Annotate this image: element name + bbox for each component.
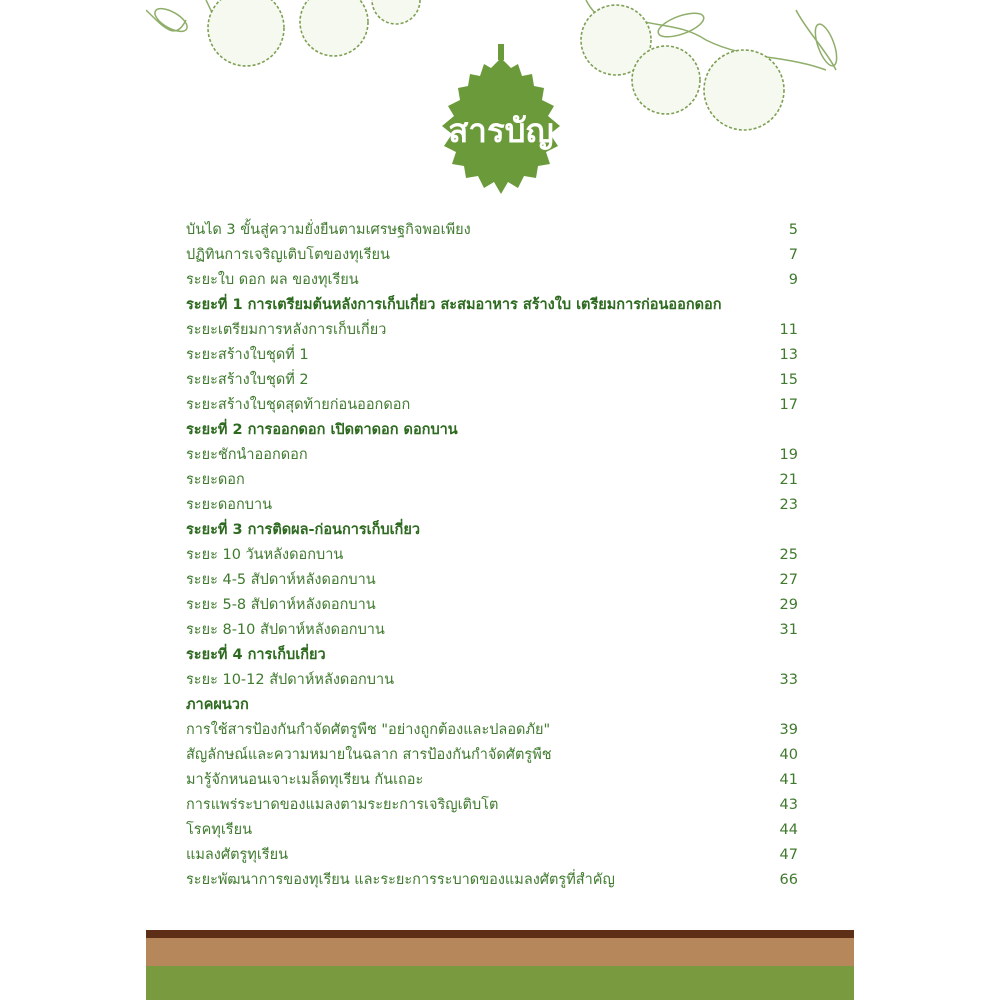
toc-entry-label: ระยะดอกบาน <box>186 497 273 513</box>
toc-entry[interactable] <box>186 443 798 468</box>
toc-entry-label: การแพร่ระบาดของแมลงตามระยะการเจริญเติบโต <box>186 797 499 813</box>
toc-entry-label: ระยะที่ 3 การติดผล-ก่อนการเก็บเกี่ยว <box>186 522 420 538</box>
toc-entry-label: ระยะชักนำออกดอก <box>186 447 308 463</box>
toc-page-number: 44 <box>779 822 798 838</box>
toc-entry-label: ระยะพัฒนาการของทุเรียน และระยะการระบาดของแมลงศัตรูที่สำคัญ <box>186 872 615 888</box>
toc-entry-label: ระยะ 8-10 สัปดาห์หลังดอกบาน <box>186 622 385 638</box>
grass-band <box>146 966 854 1000</box>
toc-page-number: 13 <box>779 347 798 363</box>
toc-page-number: 41 <box>779 772 798 788</box>
toc-entry-label: ระยะที่ 2 การออกดอก เปิดตาดอก ดอกบาน <box>186 422 458 438</box>
toc-entry[interactable] <box>186 318 798 343</box>
toc-entry-label: แมลงศัตรูทุเรียน <box>186 847 288 863</box>
toc-section-heading[interactable] <box>186 518 798 543</box>
toc-section-heading[interactable] <box>186 693 798 718</box>
toc-page-number: 17 <box>779 397 798 413</box>
toc-entry[interactable] <box>186 343 798 368</box>
toc-entry[interactable] <box>186 593 798 618</box>
toc-entry-label: ระยะสร้างใบชุดที่ 1 <box>186 347 309 363</box>
toc-page-number: 27 <box>779 572 798 588</box>
toc-entry[interactable] <box>186 868 798 893</box>
toc-entry-label: ระยะ 10-12 สัปดาห์หลังดอกบาน <box>186 672 395 688</box>
toc-entry-label: ระยะใบ ดอก ผล ของทุเรียน <box>186 272 359 288</box>
toc-entry-label: ระยะ 5-8 สัปดาห์หลังดอกบาน <box>186 597 376 613</box>
toc-entry[interactable] <box>186 568 798 593</box>
toc-page-number: 23 <box>779 497 798 513</box>
toc-entry-label: สัญลักษณ์และความหมายในฉลาก สารป้องกันกำจัดศัตรูพืช <box>186 747 552 763</box>
toc-section-heading[interactable] <box>186 418 798 443</box>
toc-entry-label: ระยะที่ 4 การเก็บเกี่ยว <box>186 647 326 663</box>
toc-entry-label: ระยะเตรียมการหลังการเก็บเกี่ยว <box>186 322 387 338</box>
title-badge <box>436 42 566 202</box>
page-title: สารบัญ <box>448 111 554 150</box>
toc-entry[interactable] <box>186 393 798 418</box>
toc-entry[interactable] <box>186 493 798 518</box>
toc-page-number: 25 <box>779 547 798 563</box>
toc-entry-label: ปฏิทินการเจริญเติบโตของทุเรียน <box>186 247 390 263</box>
toc-entry-label: โรคทุเรียน <box>186 822 252 838</box>
toc-page-number: 11 <box>779 322 798 338</box>
toc-entry-label: ระยะสร้างใบชุดที่ 2 <box>186 372 309 388</box>
toc-entry[interactable] <box>186 218 798 243</box>
toc-page-number: 40 <box>779 747 798 763</box>
toc-entry[interactable] <box>186 368 798 393</box>
toc-page-number: 19 <box>779 447 798 463</box>
table-of-contents <box>186 218 798 893</box>
toc-page-number: 29 <box>779 597 798 613</box>
toc-entry-label: ระยะ 10 วันหลังดอกบาน <box>186 547 344 563</box>
toc-entry[interactable] <box>186 743 798 768</box>
toc-entry-label: ระยะ 4-5 สัปดาห์หลังดอกบาน <box>186 572 376 588</box>
toc-entry[interactable] <box>186 818 798 843</box>
soil-dark-band <box>146 930 854 938</box>
toc-page-number: 47 <box>779 847 798 863</box>
toc-page-number: 33 <box>779 672 798 688</box>
toc-entry-label: การใช้สารป้องกันกำจัดศัตรูพืช "อย่างถูกต้องและปลอดภัย" <box>186 722 551 738</box>
toc-section-heading[interactable] <box>186 293 798 318</box>
toc-entry[interactable] <box>186 543 798 568</box>
toc-section-heading[interactable] <box>186 643 798 668</box>
soil-band <box>146 938 854 966</box>
toc-entry[interactable] <box>186 793 798 818</box>
toc-page-number: 7 <box>788 247 798 263</box>
toc-entry[interactable] <box>186 468 798 493</box>
toc-page-number: 15 <box>779 372 798 388</box>
toc-entry-label: ภาคผนวก <box>186 697 249 713</box>
toc-page-number: 21 <box>779 472 798 488</box>
toc-entry[interactable] <box>186 268 798 293</box>
toc-entry[interactable] <box>186 243 798 268</box>
toc-page-number: 66 <box>779 872 798 888</box>
toc-entry-label: ระยะสร้างใบชุดสุดท้ายก่อนออกดอก <box>186 397 411 413</box>
toc-entry-label: บันได 3 ขั้นสู่ความยั่งยืนตามเศรษฐกิจพอเพียง <box>186 222 471 238</box>
toc-entry-label: ระยะดอก <box>186 472 245 488</box>
toc-page-number: 31 <box>779 622 798 638</box>
toc-entry[interactable] <box>186 668 798 693</box>
toc-page-number: 43 <box>779 797 798 813</box>
toc-entry-label: ระยะที่ 1 การเตรียมต้นหลังการเก็บเกี่ยว สะสมอาหาร สร้างใบ เตรียมการก่อนออกดอก <box>186 297 722 313</box>
book-page <box>146 0 854 1000</box>
toc-entry[interactable] <box>186 618 798 643</box>
toc-page-number: 5 <box>788 222 798 238</box>
toc-page-number: 39 <box>779 722 798 738</box>
toc-page-number: 9 <box>788 272 798 288</box>
toc-entry[interactable] <box>186 718 798 743</box>
toc-entry[interactable] <box>186 843 798 868</box>
toc-entry-label: มารู้จักหนอนเจาะเมล็ดทุเรียน กันเถอะ <box>186 772 424 788</box>
toc-entry[interactable] <box>186 768 798 793</box>
